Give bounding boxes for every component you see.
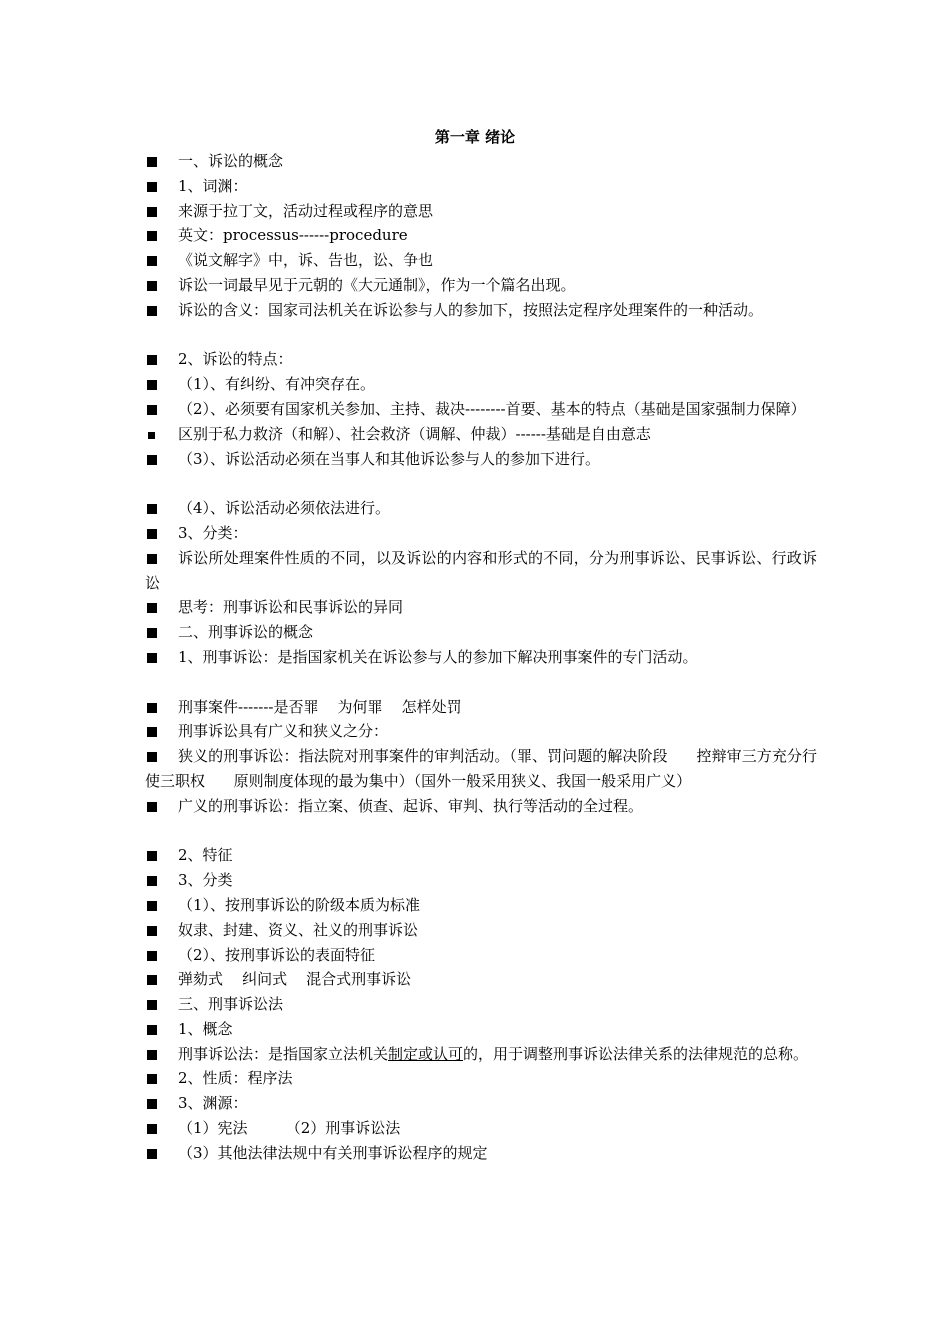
square-bullet-icon bbox=[147, 1149, 157, 1159]
square-bullet-icon bbox=[147, 355, 157, 365]
list-item: （4）、诉讼活动必须依法进行。 bbox=[145, 496, 817, 521]
square-bullet-icon bbox=[147, 1124, 157, 1134]
list-item: （3）其他法律法规中有关刑事诉讼程序的规定 bbox=[145, 1141, 817, 1166]
square-bullet-icon bbox=[147, 256, 157, 266]
square-bullet-icon bbox=[147, 231, 157, 241]
square-bullet-icon bbox=[147, 1050, 157, 1060]
square-bullet-icon bbox=[147, 504, 157, 514]
square-bullet-icon bbox=[147, 405, 157, 415]
blank-line bbox=[145, 471, 817, 496]
list-item: 思考：刑事诉讼和民事诉讼的异同 bbox=[145, 595, 817, 620]
list-item: （2）、按刑事诉讼的表面特征 bbox=[145, 943, 817, 968]
list-item: 二、刑事诉讼的概念 bbox=[145, 620, 817, 645]
list-item: 2、诉讼的特点： bbox=[145, 347, 817, 372]
square-bullet-icon bbox=[147, 951, 157, 961]
list-item: 弹劾式 纠问式 混合式刑事诉讼 bbox=[145, 967, 817, 992]
underlined-text: 制定或认可 bbox=[388, 1044, 464, 1063]
square-bullet-icon bbox=[147, 1099, 157, 1109]
square-bullet-icon bbox=[147, 975, 157, 985]
square-bullet-icon bbox=[147, 1074, 157, 1084]
blank-line bbox=[145, 819, 817, 844]
square-bullet-icon bbox=[147, 554, 157, 564]
list-item: 英文：processus------procedure bbox=[145, 223, 817, 248]
document-body bbox=[145, 149, 817, 1166]
list-item: 刑事诉讼具有广义和狭义之分： bbox=[145, 719, 817, 744]
list-item: 来源于拉丁文，活动过程或程序的意思 bbox=[145, 199, 817, 224]
square-bullet-icon bbox=[147, 207, 157, 217]
square-bullet-icon bbox=[147, 703, 157, 713]
square-bullet-icon bbox=[147, 727, 157, 737]
square-bullet-icon bbox=[147, 628, 157, 638]
square-bullet-icon bbox=[147, 1000, 157, 1010]
square-bullet-icon bbox=[147, 653, 157, 663]
list-item: 广义的刑事诉讼：指立案、侦查、起诉、审判、执行等活动的全过程。 bbox=[145, 794, 817, 819]
list-item: 3、分类： bbox=[145, 521, 817, 546]
list-item: 《说文解字》中，诉、告也，讼、争也 bbox=[145, 248, 817, 273]
list-item: 诉讼所处理案件性质的不同，以及诉讼的内容和形式的不同，分为刑事诉讼、民事诉讼、行政诉讼 bbox=[145, 548, 817, 592]
list-item: 一、诉讼的概念 bbox=[145, 149, 817, 174]
square-bullet-icon bbox=[147, 182, 157, 192]
list-item: 3、分类 bbox=[145, 868, 817, 893]
square-bullet-icon bbox=[147, 157, 157, 167]
list-item: （1）、有纠纷、有冲突存在。 bbox=[145, 372, 817, 397]
square-bullet-icon bbox=[147, 851, 157, 861]
list-item: 2、性质：程序法 bbox=[145, 1066, 817, 1091]
square-bullet-icon bbox=[147, 603, 157, 613]
list-item: 2、特征 bbox=[145, 843, 817, 868]
square-bullet-icon bbox=[147, 281, 157, 291]
chapter-title: 第一章 绪论 bbox=[434, 128, 516, 146]
list-item: 1、刑事诉讼：是指国家机关在诉讼参与人的参加下解决刑事案件的专门活动。 bbox=[145, 645, 817, 670]
list-item: （2）、必须要有国家机关参加、主持、裁决--------首要、基本的特点（基础是国家强制力保障） bbox=[145, 397, 817, 422]
square-bullet-icon bbox=[147, 901, 157, 911]
list-item: 刑事诉讼法：是指国家立法机关制定或认可的，用于调整刑事诉讼法律关系的法律规范的总称。 bbox=[145, 1042, 817, 1067]
square-bullet-icon bbox=[147, 926, 157, 936]
square-bullet-icon bbox=[147, 752, 157, 762]
list-item: 狭义的刑事诉讼：指法院对刑事案件的审判活动。（罪、罚问题的解决阶段 控辩审三方充分行使三职权 原则制度体现的最为集中）（国外一般采用狭义、我国一般采用广义） bbox=[145, 747, 817, 790]
list-item: 三、刑事诉讼法 bbox=[145, 992, 817, 1017]
list-item: （1）、按刑事诉讼的阶级本质为标准 bbox=[145, 893, 817, 918]
list-item: 1、概念 bbox=[145, 1017, 817, 1042]
square-bullet-icon bbox=[147, 380, 157, 390]
list-item: 奴隶、封建、资义、社义的刑事诉讼 bbox=[145, 918, 817, 943]
square-bullet-icon bbox=[147, 802, 157, 812]
square-bullet-icon bbox=[147, 876, 157, 886]
list-item: 1、词渊： bbox=[145, 174, 817, 199]
list-item: 区别于私力救济（和解）、社会救济（调解、仲裁）------基础是自由意志 bbox=[145, 422, 817, 447]
square-bullet-icon bbox=[147, 529, 157, 539]
square-bullet-icon bbox=[148, 432, 155, 439]
blank-line bbox=[145, 323, 817, 348]
list-item: 刑事案件-------是否罪 为何罪 怎样处罚 bbox=[145, 695, 817, 720]
square-bullet-icon bbox=[147, 306, 157, 316]
square-bullet-icon bbox=[147, 1025, 157, 1035]
list-item: 诉讼一词最早见于元朝的《大元通制》，作为一个篇名出现。 bbox=[145, 273, 817, 298]
blank-line bbox=[145, 670, 817, 695]
list-item: 诉讼的含义：国家司法机关在诉讼参与人的参加下，按照法定程序处理案件的一种活动。 bbox=[145, 298, 817, 323]
list-item: （3）、诉讼活动必须在当事人和其他诉讼参与人的参加下进行。 bbox=[145, 447, 817, 472]
list-item: 3、渊源： bbox=[145, 1091, 817, 1116]
square-bullet-icon bbox=[147, 455, 157, 465]
list-item: （1）宪法 （2）刑事诉讼法 bbox=[145, 1116, 817, 1141]
